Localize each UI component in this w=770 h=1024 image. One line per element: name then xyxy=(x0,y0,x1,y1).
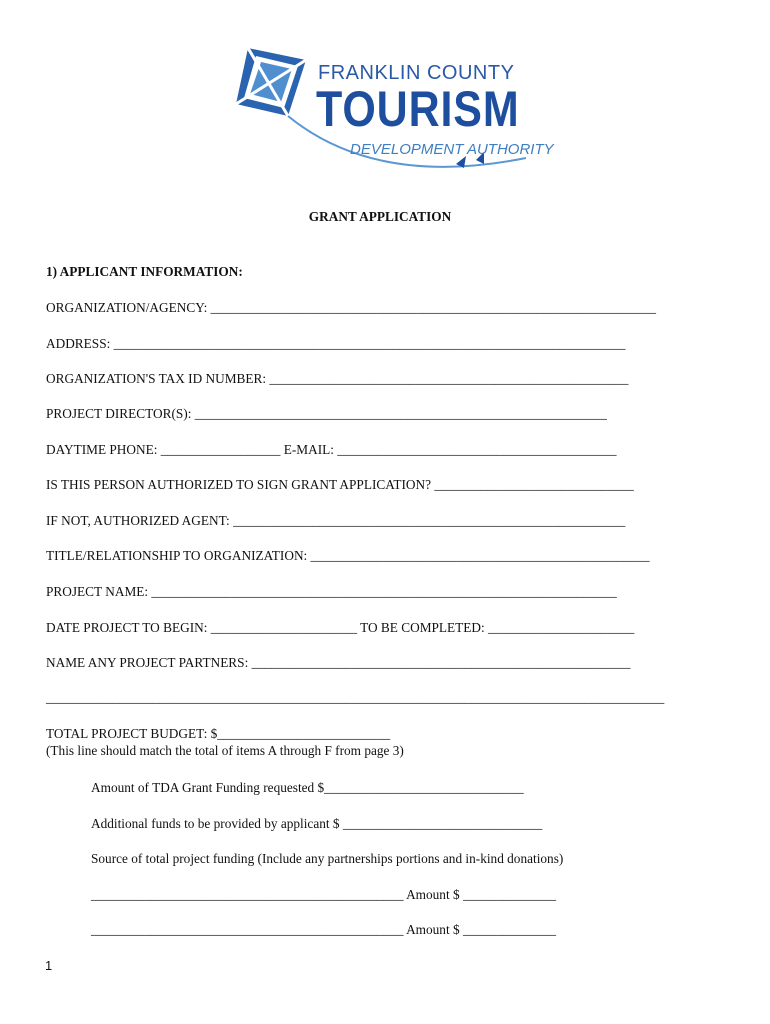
field-tax-id[interactable]: ORGANIZATION'S TAX ID NUMBER: ______________________________________________________ xyxy=(46,371,629,386)
field-funding-source-1[interactable]: _______________________________________________ Amount $ ______________ xyxy=(91,887,557,902)
page-number: 1 xyxy=(45,958,53,973)
field-additional-funds[interactable]: Additional funds to be provided by applicant $ ______________________________ xyxy=(91,816,543,831)
field-project-name[interactable]: PROJECT NAME: ______________________________________________________________________ xyxy=(46,584,617,599)
budget-note: (This line should match the total of items A through F from page 3) xyxy=(46,743,404,758)
field-address[interactable]: ADDRESS: _____________________________________________________________________________ xyxy=(46,336,626,351)
field-project-dates[interactable]: DATE PROJECT TO BEGIN: ______________________ TO BE COMPLETED: ______________________ xyxy=(46,620,635,635)
field-phone-email[interactable]: DAYTIME PHONE: __________________ E-MAIL: __________________________________________ xyxy=(46,442,617,457)
field-authorized[interactable]: IS THIS PERSON AUTHORIZED TO SIGN GRANT APPLICATION? ______________________________ xyxy=(46,477,634,492)
logo-development-authority: DEVELOPMENT AUTHORITY xyxy=(350,141,554,158)
funding-source-label: Source of total project funding (Include any partnerships portions and in-kind donations) xyxy=(91,851,564,866)
franklin-county-tourism-logo xyxy=(226,38,554,188)
field-total-budget[interactable]: TOTAL PROJECT BUDGET: $__________________________ xyxy=(46,726,391,741)
page-title: GRANT APPLICATION xyxy=(308,209,452,224)
field-funding-source-2[interactable]: _______________________________________________ Amount $ ______________ xyxy=(91,922,557,937)
field-authorized-agent[interactable]: IF NOT, AUTHORIZED AGENT: ___________________________________________________________ xyxy=(46,513,626,528)
logo-tourism: TOURISM xyxy=(316,81,520,137)
field-project-director[interactable]: PROJECT DIRECTOR(S): ______________________________________________________________ xyxy=(46,406,607,421)
logo-franklin-county: FRANKLIN COUNTY xyxy=(318,62,515,84)
field-project-partners[interactable]: NAME ANY PROJECT PARTNERS: _________________________________________________________ xyxy=(46,655,631,670)
field-partners-blank-line[interactable]: _____________________________________________________________________________________________ xyxy=(46,690,665,705)
field-tda-requested[interactable]: Amount of TDA Grant Funding requested $______________________________ xyxy=(91,780,524,795)
field-organization[interactable]: ORGANIZATION/AGENCY: ___________________________________________________________________ xyxy=(46,300,657,315)
section-heading-applicant: 1) APPLICANT INFORMATION: xyxy=(46,264,243,279)
field-title-relationship[interactable]: TITLE/RELATIONSHIP TO ORGANIZATION: ___________________________________________________ xyxy=(46,548,650,563)
